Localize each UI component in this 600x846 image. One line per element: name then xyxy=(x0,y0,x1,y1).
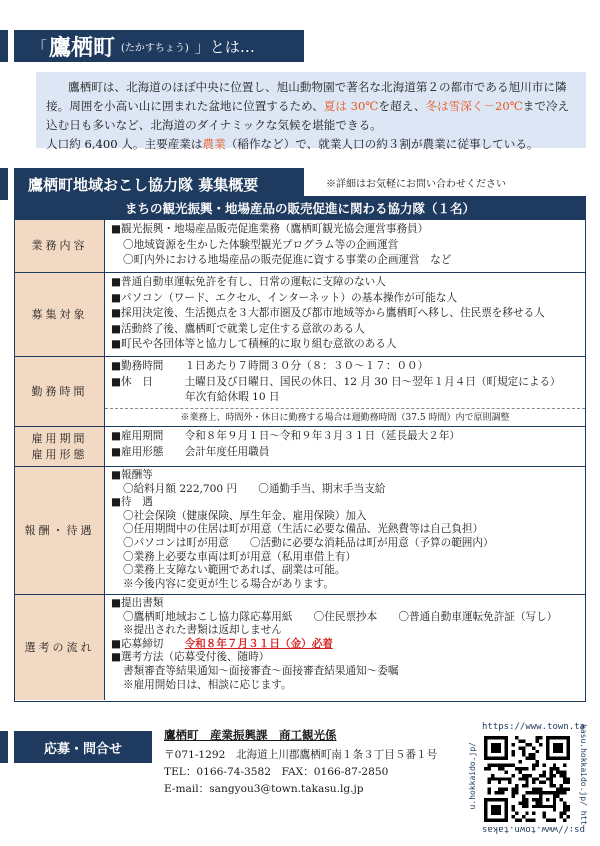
body-flow xyxy=(105,595,585,700)
label-duty: 業務内容 xyxy=(15,220,105,272)
duty-line: 〇地域資源を生かした体験型観光プログラム等の企画運営 xyxy=(123,238,399,251)
row-employ xyxy=(15,426,585,466)
intro-text xyxy=(36,72,586,151)
target-line: ■パソコン（ワード、エクセル、インターネット）の基本操作が可能な人 xyxy=(111,291,458,304)
qr-url-bottom: ps://www.town.takas xyxy=(482,824,585,834)
flow-line: 書類審査等結果通知～面接審査～面接審査結果通知～委嘱 xyxy=(123,664,399,677)
title-accent xyxy=(0,168,8,200)
title-accent xyxy=(0,731,8,763)
pay-line: ■待 遇 xyxy=(111,496,153,509)
table-caption: まちの観光振興・地場産品の販売促進に関わる協力隊（１名） xyxy=(15,197,585,219)
qr-url-right: kasu.hokkaido.jp/ htt xyxy=(579,724,588,826)
hours-note: ※業務上、時間外・休日に勤務する場合は週勤務時間（37.5 時間）内で原則調整 xyxy=(105,408,585,426)
contact-phone: TEL：0166-74-3582 FAX：0166-87-2850 xyxy=(164,766,389,778)
deadline-label: ■応募締切 xyxy=(111,637,185,650)
pay-line: 〇任用期間中の住居は町が用意（生活に必要な備品、光熱費等は自己負担） xyxy=(123,523,484,536)
duty-line: ■観光振興・地場産品販売促進業務（鷹栖町観光協会運営事務員） xyxy=(111,223,429,235)
title-open: 「 xyxy=(32,37,48,56)
employ-line: ■雇用形態 会計年度任用職員 xyxy=(111,445,270,458)
intro-mid: を超え、 xyxy=(378,99,426,113)
intro-p3b: （稲作など）で、就業人口の約３割が農業に従事している。 xyxy=(225,137,539,151)
qr-url-top[interactable]: https://www.town.ta xyxy=(482,722,585,732)
hours-line: ■休 日 土曜日及び日曜日、国民の休日、12 月 30 日～翌年１月４日（町規定による） xyxy=(111,375,561,388)
summer-temp: 夏は 30℃ xyxy=(323,99,379,113)
label-form: 雇用形態 xyxy=(31,447,88,461)
hours-line: 年次有給休暇 10 日 xyxy=(111,391,280,404)
town-name: 鷹栖町 xyxy=(49,34,116,61)
target-line: ■町民や各団体等と協力して積極的に取り組む意欲のある人 xyxy=(111,338,397,351)
body-target xyxy=(105,273,585,356)
pay-line: 〇業務上支障ない範囲であれば、副業は可能。 xyxy=(123,564,346,577)
label-period: 雇用期間 xyxy=(31,431,88,445)
contact-address: 〒071-1292 北海道上川郡鷹栖町南１条３丁目５番１号 xyxy=(164,749,438,761)
pay-line: ※今後内容に変更が生じる場合があります。 xyxy=(123,577,335,590)
duty-line: 〇町内外における地場産品の販売促進に資する事業の企画運営 など xyxy=(123,254,452,267)
row-target xyxy=(15,272,585,356)
inquiry-note: ※詳細はお気軽にお問い合わせください xyxy=(326,179,506,190)
row-flow xyxy=(15,594,585,700)
deadline-line xyxy=(111,638,579,652)
employ-line: ■雇用期間 令和８年９月１日～令和９年３月３１日（延長最大２年） xyxy=(111,430,461,442)
pay-line: 〇社会保険（健康保険、厚生年金、雇用保険）加入 xyxy=(123,509,367,522)
title-close: 」とは… xyxy=(194,37,255,56)
label-pay: 報酬・待遇 xyxy=(15,467,105,594)
row-pay xyxy=(15,466,585,594)
section-title-about xyxy=(14,30,304,62)
flow-line: ■提出書類 xyxy=(111,597,164,609)
body-duty xyxy=(105,220,585,272)
section-title-recruit: 鷹栖町地域おこし協力隊 募集概要 xyxy=(14,168,304,200)
contact-title: 応募・問合せ xyxy=(14,731,152,763)
deadline-date: 令和８年７月３１日（金）必着 xyxy=(184,637,333,650)
agriculture: 農業 xyxy=(202,137,226,151)
qr-code-icon[interactable] xyxy=(484,736,570,822)
contact-block xyxy=(164,727,437,798)
row-duty xyxy=(15,219,585,272)
title-accent xyxy=(0,30,8,62)
flow-line: ※提出された書類は返却しません xyxy=(123,624,282,637)
qr-block xyxy=(468,722,588,834)
target-line: ■採用決定後、生活拠点を３大都市圏及び都市地域等から鷹栖町へ移し、住民票を移せる人 xyxy=(111,307,545,320)
label-hours: 勤務時間 xyxy=(15,357,105,426)
pay-line: 〇業務上必要な車両は町が用意（私用車借上有） xyxy=(123,550,357,563)
hours-line: ■勤務時間 １日あたり７時間３０分（８：３０～１７：００） xyxy=(111,360,429,372)
pay-line: ■報酬等 xyxy=(111,469,153,481)
body-pay xyxy=(105,467,585,594)
winter-temp: 冬は雪深く－20℃ xyxy=(425,99,523,113)
recruit-table xyxy=(14,196,586,702)
pay-line: 〇給料月額 222,700 円 〇通勤手当、期末手当支給 xyxy=(123,482,386,495)
flow-line: ■選考方法（応募受付後、随時） xyxy=(111,651,270,664)
intro-p2: まで冷え込む日も多いなど、北海道のダイナミックな気候を堪能できる。 xyxy=(46,99,570,132)
intro-p1: 鷹栖町は、北海道のほぼ中央に位置し、旭山動物園で著名な北海道第２の都市である旭川市に隣接。周囲を小高い山に囲まれた盆地に位置するため、 xyxy=(46,80,567,113)
flow-line: ※雇用開始日は、相談に応じます。 xyxy=(123,678,292,691)
target-line: ■活動終了後、鷹栖町で就業し定住する意欲のある人 xyxy=(111,322,365,335)
pay-line: 〇パソコンは町が用意 〇活動に必要な消耗品は町が用意（予算の範囲内） xyxy=(123,536,494,549)
target-line: ■普通自動車運転免許を有し、日常の運転に支障のない人 xyxy=(111,276,386,288)
town-ruby: (たかすちょう) xyxy=(121,42,189,54)
body-hours xyxy=(105,357,585,426)
contact-email[interactable]: E-mail：sangyou3@town.takasu.lg.jp xyxy=(164,783,364,795)
label-flow: 選考の流れ xyxy=(15,595,105,700)
label-employ xyxy=(15,427,105,466)
label-target: 募集対象 xyxy=(15,273,105,356)
intro-p3a: 人口約 6,400 人。主要産業は xyxy=(46,137,203,151)
row-hours xyxy=(15,356,585,426)
flow-line: 〇鷹栖町地域おこし協力隊応募用紙 〇住民票抄本 〇普通自動車運転免許証（写し） xyxy=(123,610,558,623)
contact-dept: 鷹栖町 産業振興課 商工観光係 xyxy=(164,728,337,742)
qr-url-left: u.hokkaido.jp/ xyxy=(468,742,477,810)
body-employ xyxy=(105,427,585,466)
